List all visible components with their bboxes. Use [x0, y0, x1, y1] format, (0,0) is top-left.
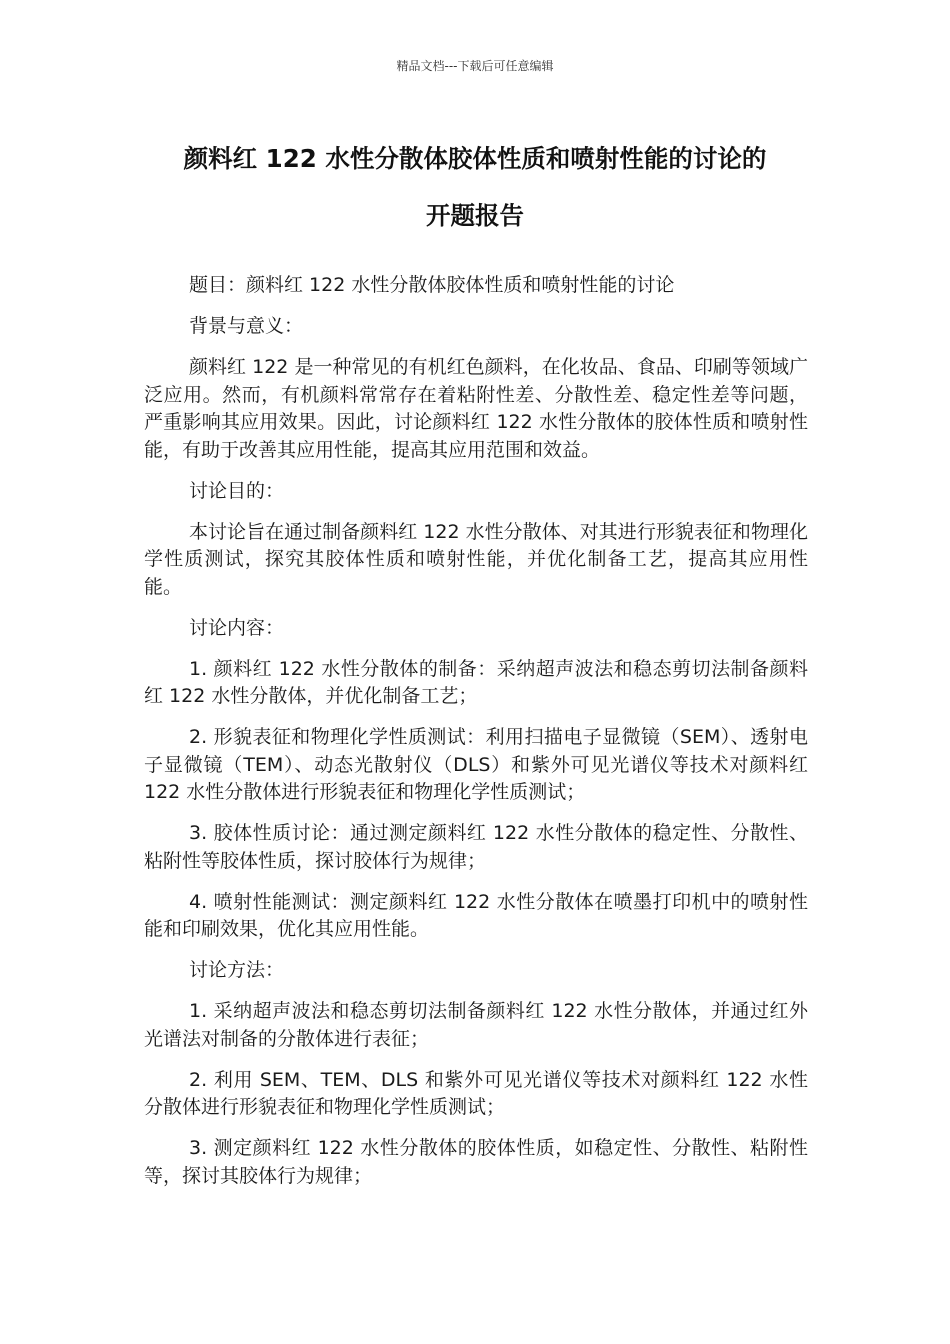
content-item-2: 2. 形貌表征和物理化学性质测试：利用扫描电子显微镜（SEM）、透射电子显微镜（TEM）、动态光散射仪（DLS）和紫外可见光谱仪等技术对颜料红 122 水性分散体进行形貌表征和物理化学性质测试； — [144, 726, 808, 803]
section-heading-purpose: 讨论目的： — [189, 479, 285, 502]
document-title-line-1: 颜料红 122 水性分散体胶体性质和喷射性能的讨论的 — [183, 144, 767, 173]
section-heading-method: 讨论方法： — [189, 959, 285, 981]
content-item-4: 4. 喷射性能测试：测定颜料红 122 水性分散体在喷墨打印机中的喷射性能和印刷效果，优化其应用性能。 — [144, 890, 808, 940]
method-item-3: 3. 测定颜料红 122 水性分散体的胶体性质，如稳定性、分散性、粘附性等，探讨其胶体行为规律； — [144, 1137, 808, 1187]
header-note: 精品文档---下载后可任意编辑 — [396, 59, 554, 73]
section-heading-content: 讨论内容： — [189, 616, 285, 639]
method-item-2: 2. 利用 SEM、TEM、DLS 和紫外可见光谱仪等技术对颜料红 122 水性分散体进行形貌表征和物理化学性质测试； — [144, 1068, 808, 1118]
section-heading-background: 背景与意义： — [189, 315, 304, 337]
content-item-3: 3. 胶体性质讨论：通过测定颜料红 122 水性分散体的稳定性、分散性、粘附性等胶体性质，探讨胶体行为规律； — [144, 822, 808, 872]
document-body — [144, 272, 808, 1204]
content-item-1: 1. 颜料红 122 水性分散体的制备：采纳超声波法和稳态剪切法制备颜料红 122 水性分散体，并优化制备工艺； — [144, 657, 808, 707]
topic-line: 题目：颜料红 122 水性分散体胶体性质和喷射性能的讨论 — [189, 274, 675, 296]
background-paragraph: 颜料红 122 是一种常见的有机红色颜料，在化妆品、食品、印刷等领域广泛应用。然而，有机颜料常常存在着粘附性差、分散性差、稳定性差等问题，严重影响其应用效果。因此，讨论颜料红 122 水性分散体的胶体性质和喷射性能，有助于改善其应用性能，提高其应用范围和效益。 — [144, 356, 808, 461]
document-title-line-2: 开题报告 — [426, 201, 524, 230]
purpose-paragraph: 本讨论旨在通过制备颜料红 122 水性分散体、对其进行形貌表征和物理化学性质测试，探究其胶体性质和喷射性能，并优化制备工艺，提高其应用性能。 — [144, 520, 808, 598]
method-item-1: 1. 采纳超声波法和稳态剪切法制备颜料红 122 水性分散体，并通过红外光谱法对制备的分散体进行表征； — [144, 1000, 808, 1050]
